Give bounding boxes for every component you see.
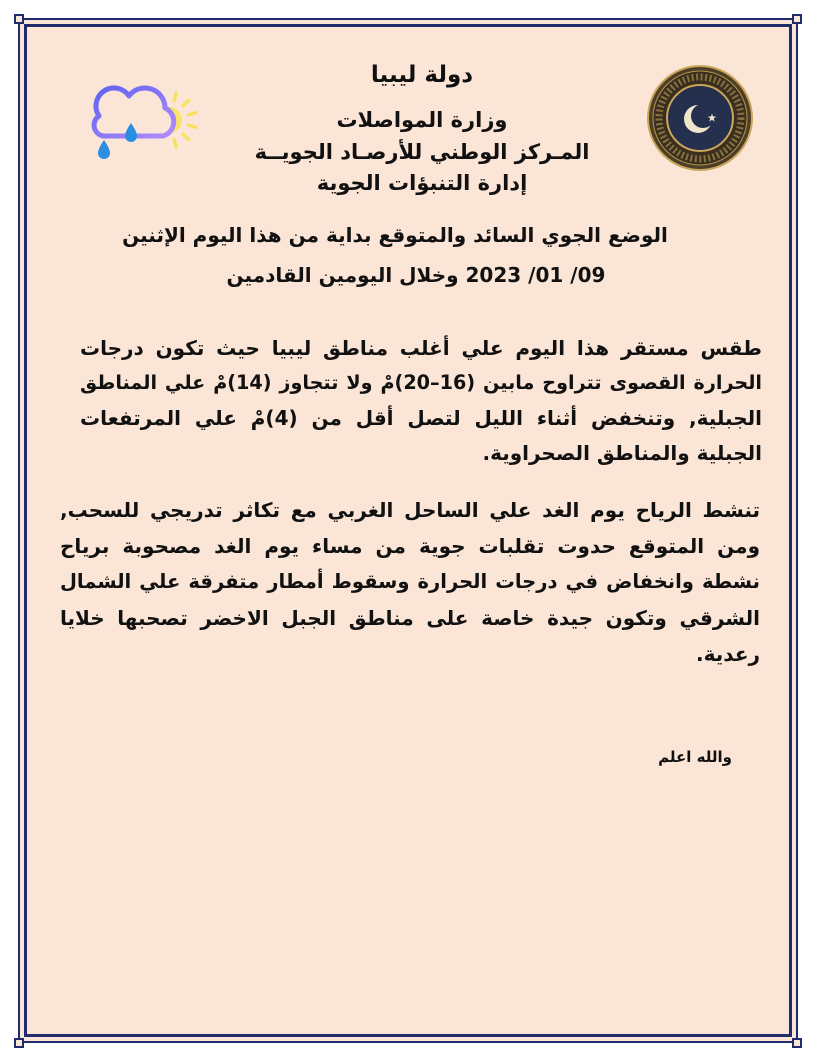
paragraph-line-text: رعدية. xyxy=(696,642,760,666)
meteorology-center-name: المـركز الوطني للأرصـاد الجويــة xyxy=(254,140,590,164)
sun-ray xyxy=(188,125,196,127)
ministry-name: وزارة المواصلات xyxy=(336,108,508,132)
paragraph-line-text: الجبلية والمناطق الصحراوية. xyxy=(482,441,762,465)
paragraph-line-text: نشطة وانخفاض في درجات الحرارة وسقوط أمطار متفرقة علي الشمال xyxy=(60,570,760,593)
paragraph-line-text: الشرقي وتكون جيدة خاصة على مناطق الجبل الاخضر تصحبها خلايا xyxy=(60,606,760,630)
paragraph-line xyxy=(80,401,762,435)
bulletin-title: الوضع الجوي السائد والمتوقع بداية من هذا اليوم الإثنين xyxy=(122,223,668,247)
paragraph-line-text: ومن المتوقع حدوت تقلبات جوية من مساء يوم الغد مصحوبة برياح xyxy=(60,534,760,558)
paragraph-line-text: تنشط الرياح يوم الغد علي الساحل الغربي مع تكاثر تدريجي للسحب, xyxy=(60,498,760,522)
department-name: إدارة التنبؤات الجوية xyxy=(316,171,528,195)
cloud-sun-rain-icon xyxy=(83,82,203,162)
ministry-logo xyxy=(645,63,755,173)
paragraph-line xyxy=(60,565,760,599)
bulletin-date-line: 09/ 01/ 2023 وخلال اليومين القادمين xyxy=(226,263,606,287)
paragraph-line xyxy=(60,637,760,671)
country-name: دولة ليبيا xyxy=(370,62,474,88)
closing-phrase: والله اعلم xyxy=(658,748,732,766)
raindrop-icon xyxy=(98,140,110,159)
border-corner-ornament xyxy=(14,1038,24,1048)
sun-ray xyxy=(174,93,176,101)
paragraph-line xyxy=(80,331,762,365)
paragraph-line xyxy=(60,529,760,563)
paragraph-line xyxy=(60,493,760,527)
paragraph-line-text: الجبلية, وتنخفض أثناء الليل لتصل أقل من (4)مْ علي المرتفعات xyxy=(80,406,762,430)
paragraph-line-text: طقس مستقر هذا اليوم علي أغلب مناطق ليبيا حيث تكون درجات xyxy=(80,336,762,360)
paragraph-line-text: الحرارة القصوى تتراوح مابين (16–20)مْ ولا تتجاوز (14)مْ علي المناطق xyxy=(79,371,762,394)
sun-ray xyxy=(174,139,176,147)
sun-ray xyxy=(183,134,189,140)
border-corner-ornament xyxy=(792,1038,802,1048)
paragraph-line xyxy=(60,601,760,635)
border-corner-ornament xyxy=(14,14,24,24)
paragraph-line xyxy=(80,366,762,400)
border-corner-ornament xyxy=(792,14,802,24)
paragraph-line xyxy=(80,436,762,470)
sun-ray xyxy=(188,113,196,115)
sun-ray xyxy=(183,100,189,106)
